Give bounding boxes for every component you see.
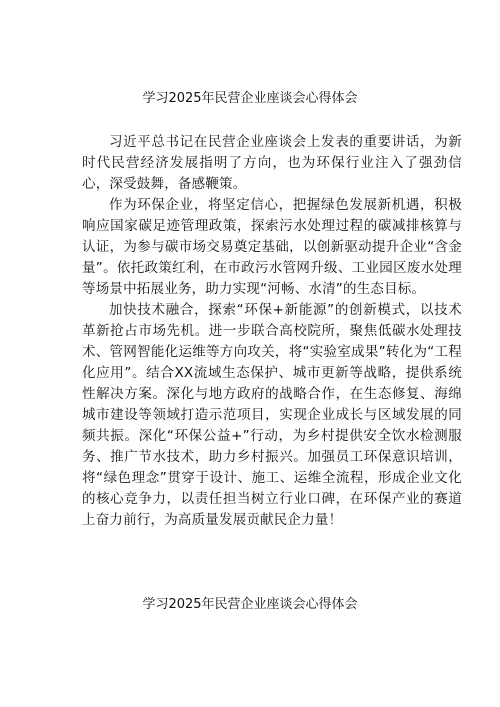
paragraph-intro: 习近平总书记在民营企业座谈会上发表的重要讲话，为新时代民营经济发展指明了方向，也为环保行业注入了强劲信心，深受鼓舞，备感鞭策。 (82, 134, 462, 192)
next-document-title: 学习2025年民营企业座谈会心得体会 (142, 597, 358, 612)
document-body (82, 132, 462, 531)
document-title: 学习2025年民营企业座谈会心得体会 (142, 91, 358, 106)
paragraph-green-development: 作为环保企业，将坚定信心，把握绿色发展新机遇，积极响应国家碳足迹管理政策，探索污水处理过程的碳减排核算与认证，为参与碳市场交易奠定基础，以创新驱动提升企业“含金量”。依托政策红利，在市政污水管网升级、工业园区废水处理等场景中拓展业务，助力实现“河畅、水清”的生态目标。 (82, 197, 462, 297)
paragraph-technology-integration: 加快技术融合，探索“环保+新能源”的创新模式，以技术革新抢占市场先机。进一步联合高校院所，聚焦低碳水处理技术、管网智能化运维等方向攻关，将“实验室成果”转化为“工程化应用”。结合XX流域生态保护、城市更新等战略，提供系统性解决方案。深化与地方政府的战略合作，在生态修复、海绵城市建设等领域打造示范项目，实现企业成长与区域发展的同频共振。深化“环保公益+”行动，为乡村提供安全饮水检测服务、推广节水技术，助力乡村振兴。加强员工环保意识培训，将“绿色理念”贯穿于设计、施工、运维全流程，形成企业文化的核心竞争力，以责任担当树立行业口碑，在环保产业的赛道上奋力前行，为高质量发展贡献民企力量！ (82, 302, 462, 528)
